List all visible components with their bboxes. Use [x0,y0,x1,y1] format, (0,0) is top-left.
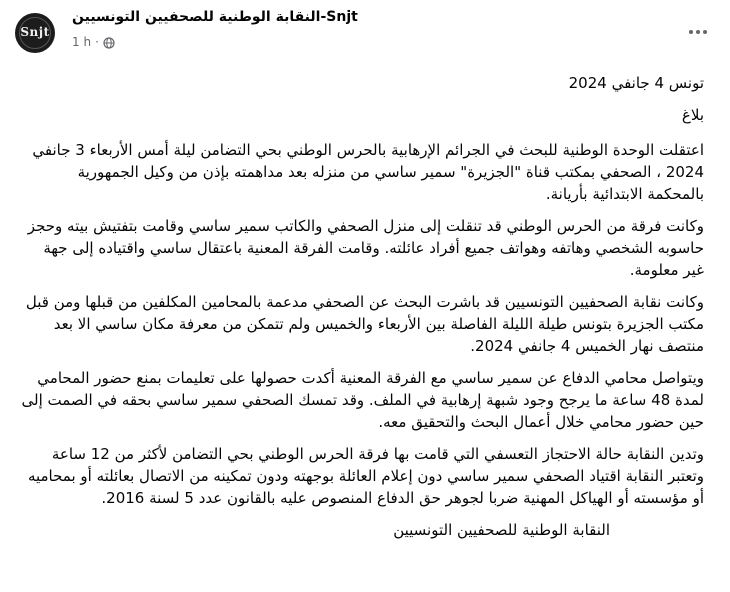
more-options-button[interactable] [684,22,712,42]
date-line: تونس 4 جانفي 2024 [568,74,704,92]
avatar-logo-text: Snjt [20,25,50,39]
post-header [0,0,730,70]
avatar[interactable] [15,13,55,53]
post-body [0,68,730,541]
paragraph: ويتواصل محامي الدفاع عن سمير ساسي مع الفرقة المعنية أكدت حصولها على تعليمات بمنع حضور المحامي لمدة 48 ساعة ما يرجح وجود شبهة إرهابية في الملف. وقد تمسك الصحفي سمير ساسي بحقه في الصمت إلى حين حضور محامي خلال أعمال البحث والتحقيق معه. [21,369,704,431]
statement-title: بلاغ [681,106,704,124]
page-name-link[interactable]: النقابة الوطنية للصحفيين التونسيين-Snjt [72,9,358,25]
paragraph: وكانت نقابة الصحفيين التونسيين قد باشرت البحث عن الصحفي مدعمة بالمحامين المكلفين من قبلها ومن قبل مكتب الجزيرة بتونس طيلة الليلة الفاصلة بين الأربعاء والخميس ولم تتمكن من معرفة مكان ساسي الا بعد منتصف نهار الخميس 4 جانفي 2024. [25,293,704,355]
paragraph: وتدين النقابة حالة الاحتجاز التعسفي التي قامت بها فرقة الحرس الوطني بحي التضامن لأكثر من 12 ساعة وتعتبر النقابة اقتياد الصحفي سمير ساسي دون إعلام العائلة بوجهته ودون تمكينه من الاتصال بعائلته أو بمحاميه أو مؤسسته أو الهياكل المهنية ضربا لجوهر حق الدفاع المنصوص عليه بالقانون عدد 5 لسنة 2016. [27,445,704,507]
signature: النقابة الوطنية للصحفيين التونسيين [393,521,610,539]
paragraph: اعتقلت الوحدة الوطنية للبحث في الجرائم الإرهابية بالحرس الوطني بحي التضامن ليلة أمس الأربعاء 3 جانفي 2024 ، الصحفي بمكتب قناة "الجزيرة" سمير ساسي من منزله بعد مداهمته بإذن من وكيل الجمهورية بالمحكمة الابتدائية بأريانة. [32,141,704,203]
post-meta: 1 h · [72,35,115,49]
paragraph: وكانت فرقة من الحرس الوطني قد تنقلت إلى منزل الصحفي والكاتب سمير ساسي وقامت بتفتيش بيته وحجز حاسوبه الشخصي وهاتفه وهواتف جميع أفراد عائلته. وقامت الفرقة المعنية باعتقال ساسي واقتياده إلى جهة غير معلومة. [27,217,704,279]
globe-icon[interactable] [103,37,115,49]
post-timestamp[interactable]: 1 h [72,35,92,49]
more-options-icon [689,30,693,34]
